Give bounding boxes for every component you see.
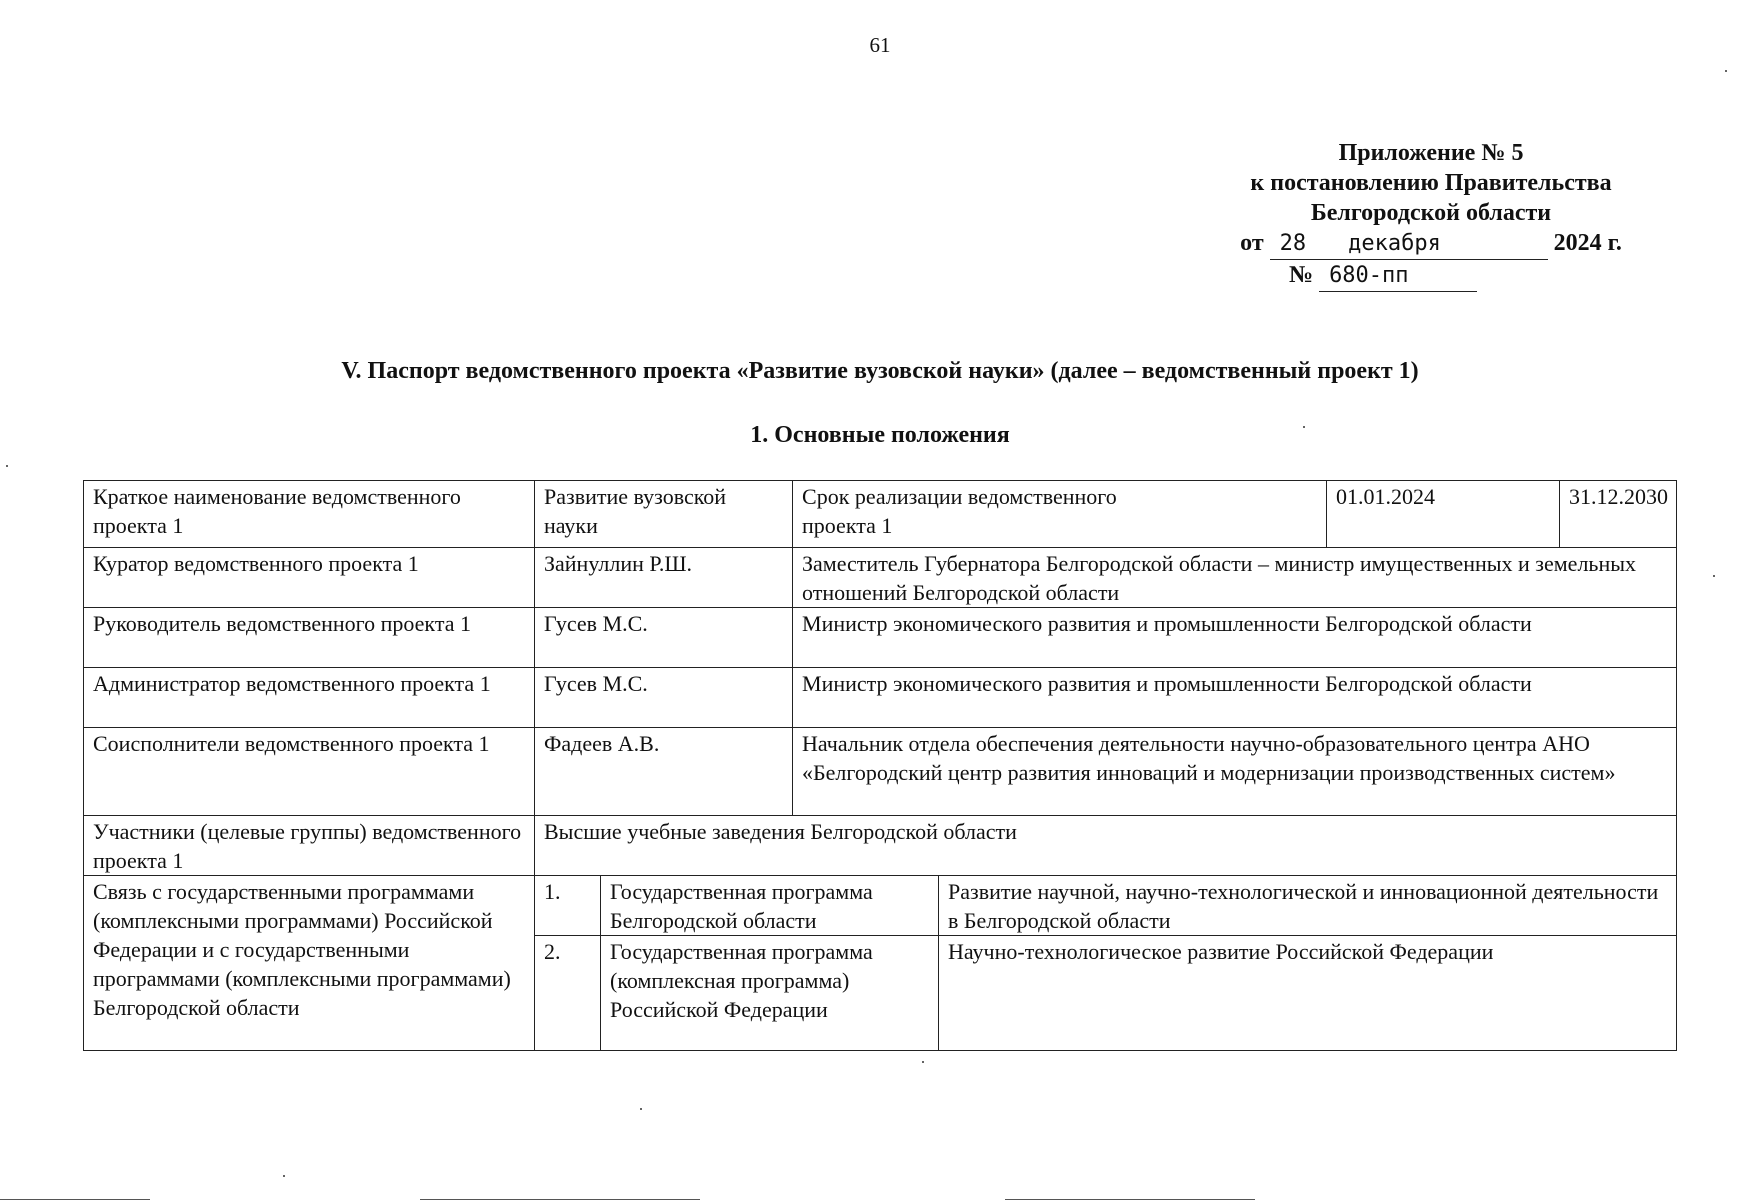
end-date: 31.12.2030 [1569, 484, 1669, 509]
scan-speck [1725, 70, 1727, 72]
curator-person: Зайнуллин Р.Ш. [535, 548, 793, 608]
scan-speck [640, 1108, 642, 1110]
head-label: Руководитель ведомственного проекта 1 [84, 608, 535, 668]
date-prefix: от [1240, 230, 1264, 256]
program-1-type: Государственная программа Белгородской области [601, 876, 939, 936]
table-row-curator [84, 548, 1677, 608]
appendix-header [1200, 138, 1662, 292]
term-label-text: Срок реализации ведомственного проекта 1 [802, 484, 1117, 538]
program-1-number: 1. [535, 876, 601, 936]
short-name-value: Развитие вузовской науки [535, 481, 793, 548]
program-2-name: Научно-технологическое развитие Российской Федерации [939, 936, 1677, 1051]
participants-value: Высшие учебные заведения Белгородской области [535, 816, 1677, 876]
appendix-line-3: Белгородской области [1310, 200, 1552, 226]
table-row-short-name [84, 481, 1677, 548]
term-dates [1327, 481, 1677, 548]
number-prefix: № [1288, 262, 1314, 288]
project-passport-table [83, 480, 1677, 1051]
date-day: 28 [1279, 231, 1307, 256]
program-2-number: 2. [535, 936, 601, 1051]
term-label [793, 481, 1327, 548]
table-row-administrator [84, 668, 1677, 728]
co-executors-position: Начальник отдела обеспечения деятельности научно-образовательного центра АНО «Белгородский центр развития инноваций и модернизации производственных систем» [793, 728, 1677, 816]
participants-label: Участники (целевые группы) ведомственного проекта 1 [84, 816, 535, 876]
program-1-name: Развитие научной, научно-технологической и инновационной деятельности в Белгородской области [939, 876, 1677, 936]
subsection-title: 1. Основные положения [750, 422, 1010, 448]
scan-speck [1303, 426, 1305, 428]
date-month: декабря [1348, 231, 1441, 256]
curator-label: Куратор ведомственного проекта 1 [84, 548, 535, 608]
number-value: 680-пп [1319, 261, 1477, 292]
administrator-person: Гусев М.С. [535, 668, 793, 728]
appendix-line-2: к постановлению Правительства [1250, 170, 1612, 196]
table-row-head [84, 608, 1677, 668]
table-row-participants [84, 816, 1677, 876]
table-row-program-link-1 [84, 876, 1677, 936]
section-title: V. Паспорт ведомственного проекта «Развитие вузовской науки» (далее – ведомственный проект 1) [341, 358, 1419, 384]
appendix-date-line [1200, 228, 1662, 260]
program-2-type: Государственная программа (комплексная программа) Российской Федерации [601, 936, 939, 1051]
head-position: Министр экономического развития и промышленности Белгородской области [793, 608, 1677, 668]
program-link-label: Связь с государственными программами (комплексными программами) Российской Федерации и с государственными программами (комплексными программами) Белгородской области [84, 876, 535, 1051]
table-row-co-executors [84, 728, 1677, 816]
co-executors-label: Соисполнители ведомственного проекта 1 [84, 728, 535, 816]
scan-speck [6, 465, 8, 467]
start-date: 01.01.2024 [1327, 481, 1560, 547]
administrator-label: Администратор ведомственного проекта 1 [84, 668, 535, 728]
scan-speck [283, 1175, 285, 1177]
head-person: Гусев М.С. [535, 608, 793, 668]
curator-position: Заместитель Губернатора Белгородской области – министр имущественных и земельных отношений Белгородской области [793, 548, 1677, 608]
date-fill [1270, 229, 1548, 260]
administrator-position: Министр экономического развития и промышленности Белгородской области [793, 668, 1677, 728]
appendix-number-line [1200, 260, 1662, 292]
co-executors-person: Фадеев А.В. [535, 728, 793, 816]
date-year: 2024 г. [1553, 230, 1622, 256]
scan-speck [1713, 575, 1715, 577]
scan-speck [922, 1061, 924, 1063]
appendix-line-1: Приложение № 5 [1338, 140, 1524, 166]
short-name-label: Краткое наименование ведомственного проекта 1 [84, 481, 535, 548]
page-number: 61 [869, 33, 891, 57]
